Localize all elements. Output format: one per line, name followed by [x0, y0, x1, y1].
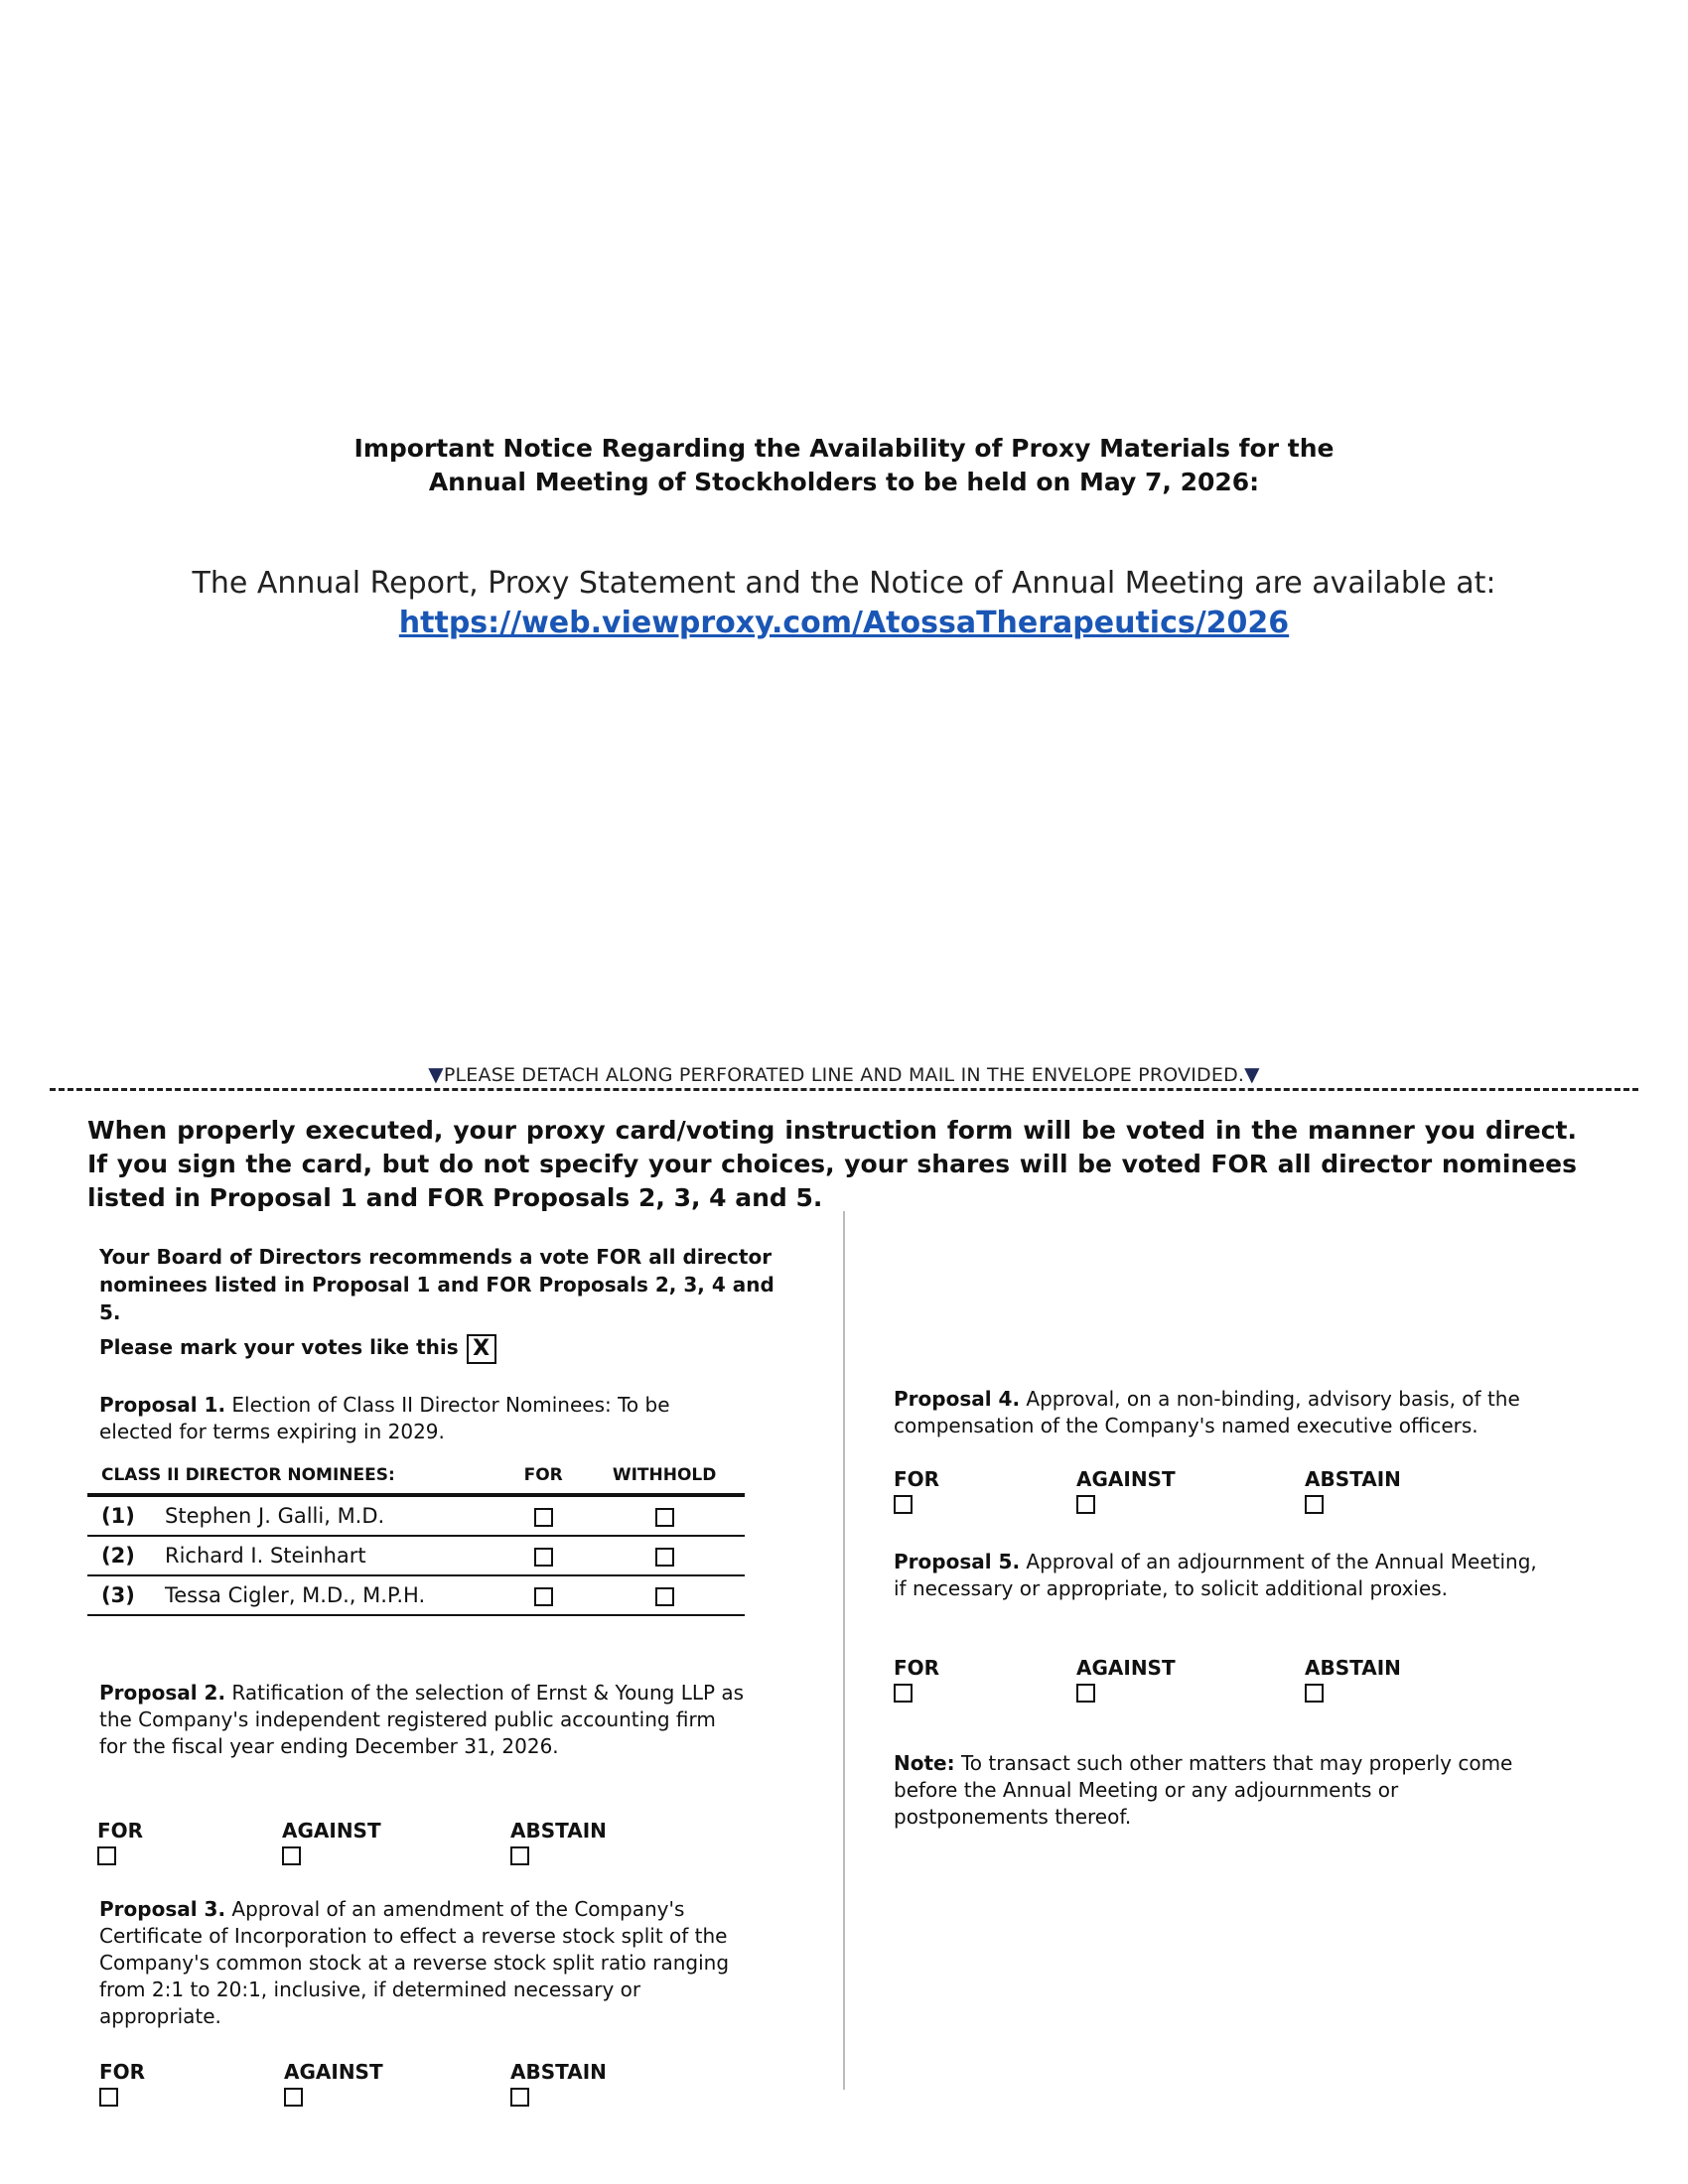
proposal-2 — [99, 1680, 745, 1760]
nominees-header: CLASS II DIRECTOR NOMINEES: — [87, 1461, 502, 1495]
table-row — [87, 1536, 745, 1575]
nominee-2-for-checkbox[interactable] — [534, 1548, 553, 1567]
proposal-3-label: Proposal 3. — [99, 1897, 226, 1921]
proposal-4-abstain-checkbox[interactable] — [1305, 1495, 1324, 1514]
execution-statement: When properly executed, your proxy card/voting instruction form will be voted in the manner you direct. If you sign the card, but do not specify your choices, your shares will be voted FOR all director nominees listed in Proposal 1 and FOR Proposals 2, 3, 4 and 5. — [87, 1116, 1577, 1212]
proposal-3-for-checkbox[interactable] — [99, 2088, 118, 2107]
nominee-number: (1) — [87, 1495, 151, 1536]
for-header: FOR — [502, 1461, 584, 1495]
proposal-5 — [894, 1549, 1549, 1602]
detach-instruction — [407, 1062, 1281, 1086]
proposal-4-against-checkbox[interactable] — [1076, 1495, 1095, 1514]
proposal-5-abstain-checkbox[interactable] — [1305, 1684, 1324, 1703]
proposal-4-text: Approval, on a non-binding, advisory basis, of the compensation of the Company's named executive officers. — [894, 1387, 1520, 1437]
nominee-name: Stephen J. Galli, M.D. — [151, 1495, 502, 1536]
board-recommendation: Your Board of Directors recommends a vote FOR all director nominees listed in Proposal 1 and FOR Proposals 2, 3, 4 and 5. — [99, 1245, 774, 1324]
nominee-name: Richard I. Steinhart — [151, 1536, 502, 1575]
nominee-number: (3) — [87, 1575, 151, 1615]
availability-block — [0, 564, 1688, 643]
proposal-2-label: Proposal 2. — [99, 1681, 226, 1705]
against-label: AGAINST — [284, 2060, 383, 2084]
notice-title — [0, 432, 1688, 499]
nominee-3-for-checkbox[interactable] — [534, 1587, 553, 1606]
proposal-5-text: Approval of an adjournment of the Annual Meeting, if necessary or appropriate, to solicit additional proxies. — [894, 1550, 1537, 1600]
proposal-1-label: Proposal 1. — [99, 1393, 226, 1417]
abstain-label: ABSTAIN — [510, 1819, 607, 1843]
triangle-down-icon: ▼ — [1244, 1062, 1260, 1086]
nominee-3-withhold-checkbox[interactable] — [655, 1587, 674, 1606]
perforated-line — [50, 1088, 1638, 1091]
for-label: FOR — [894, 1467, 940, 1491]
proposal-1 — [99, 1392, 735, 1445]
column-divider — [843, 1211, 845, 2090]
nominee-2-withhold-checkbox[interactable] — [655, 1548, 674, 1567]
nominee-number: (2) — [87, 1536, 151, 1575]
proposal-4-for-checkbox[interactable] — [894, 1495, 913, 1514]
example-mark-box: X — [467, 1334, 496, 1364]
proposal-2-text: Ratification of the selection of Ernst & Young LLP as the Company's independent registered public accounting firm for the fiscal year ending December 31, 2026. — [99, 1681, 745, 1758]
proposal-3-abstain-checkbox[interactable] — [510, 2088, 529, 2107]
proposal-2-against-checkbox[interactable] — [282, 1846, 301, 1865]
proposal-4-label: Proposal 4. — [894, 1387, 1021, 1411]
abstain-label: ABSTAIN — [510, 2060, 607, 2084]
nominee-name: Tessa Cigler, M.D., M.P.H. — [151, 1575, 502, 1615]
proposal-5-for-checkbox[interactable] — [894, 1684, 913, 1703]
against-label: AGAINST — [282, 1819, 381, 1843]
note-label: Note: — [894, 1751, 955, 1775]
mark-votes-label: Please mark your votes like this — [99, 1335, 459, 1359]
for-label: FOR — [97, 1819, 144, 1843]
detach-text: PLEASE DETACH ALONG PERFORATED LINE AND MAIL IN THE ENVELOPE PROVIDED. — [443, 1064, 1245, 1086]
proposal-3-text: Approval of an amendment of the Company's Certificate of Incorporation to effect a reverse stock split of the Company's common stock at a reverse stock split ratio ranging from 2:1 to 20:1, inclusive, if determined necessary or appropriate. — [99, 1897, 730, 2028]
mark-votes-instruction — [99, 1330, 496, 1364]
proposal-2-for-checkbox[interactable] — [97, 1846, 116, 1865]
triangle-down-icon: ▼ — [428, 1062, 444, 1086]
proposal-3 — [99, 1896, 760, 2030]
nominees-table — [87, 1461, 745, 1616]
proxy-materials-link[interactable]: https://web.viewproxy.com/AtossaTherapeutics/2026 — [398, 606, 1290, 640]
withhold-header: WITHHOLD — [584, 1461, 745, 1495]
notice-title-line1: Important Notice Regarding the Availability of Proxy Materials for the — [353, 434, 1335, 463]
abstain-label: ABSTAIN — [1305, 1467, 1401, 1491]
table-row — [87, 1575, 745, 1615]
proposal-1-text: Election of Class II Director Nominees: To be elected for terms expiring in 2029. — [99, 1393, 670, 1443]
proposal-2-abstain-checkbox[interactable] — [510, 1846, 529, 1865]
proposal-4 — [894, 1386, 1559, 1439]
proposal-3-against-checkbox[interactable] — [284, 2088, 303, 2107]
nominee-1-for-checkbox[interactable] — [534, 1508, 553, 1527]
abstain-label: ABSTAIN — [1305, 1656, 1401, 1680]
proposal-5-label: Proposal 5. — [894, 1550, 1021, 1573]
note-text: To transact such other matters that may properly come before the Annual Meeting or any adjournments or postponements thereof. — [894, 1751, 1513, 1829]
proposal-5-against-checkbox[interactable] — [1076, 1684, 1095, 1703]
against-label: AGAINST — [1076, 1467, 1176, 1491]
nominees-header-row — [87, 1461, 745, 1495]
note — [894, 1750, 1559, 1831]
notice-title-line2: Annual Meeting of Stockholders to be held on May 7, 2026: — [428, 468, 1260, 496]
against-label: AGAINST — [1076, 1656, 1176, 1680]
for-label: FOR — [99, 2060, 146, 2084]
nominee-1-withhold-checkbox[interactable] — [655, 1508, 674, 1527]
availability-text: The Annual Report, Proxy Statement and the Notice of Annual Meeting are available at: — [192, 566, 1496, 601]
table-row — [87, 1495, 745, 1536]
for-label: FOR — [894, 1656, 940, 1680]
